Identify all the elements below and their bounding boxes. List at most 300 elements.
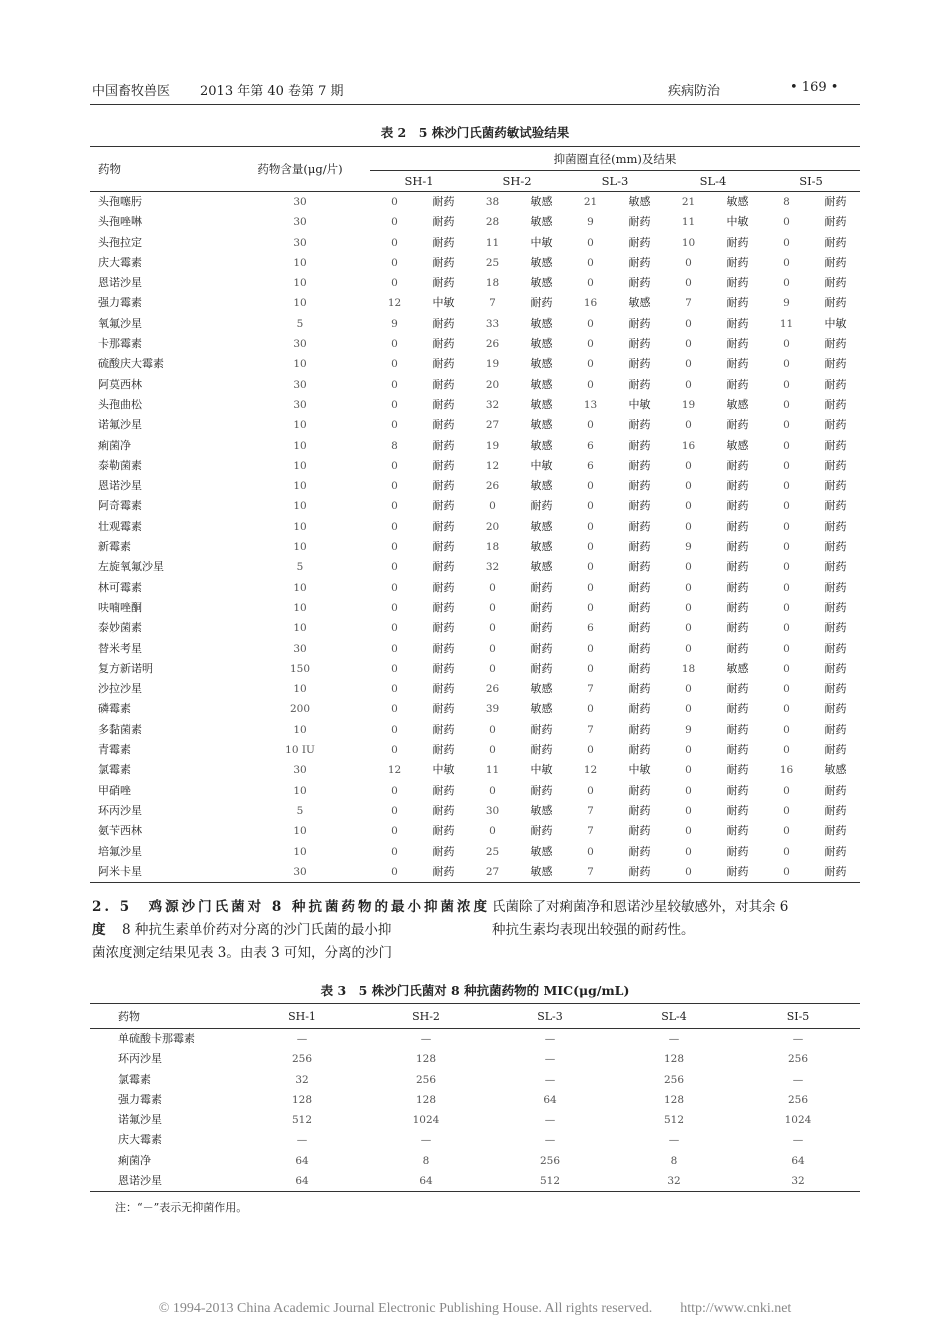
zone-diameter-cell: 25 bbox=[485, 845, 500, 858]
mic-value-cell: 256 bbox=[415, 1073, 437, 1086]
zone-diameter-cell: 7 bbox=[587, 825, 594, 838]
zone-diameter-cell: 0 bbox=[587, 520, 594, 533]
zone-diameter-cell: 10 bbox=[681, 236, 696, 249]
zone-diameter-cell: 0 bbox=[783, 256, 790, 269]
zone-diameter-cell: 0 bbox=[783, 601, 790, 614]
result-cell: 耐药 bbox=[824, 235, 847, 249]
result-cell: 耐药 bbox=[432, 600, 455, 614]
result-cell: 中敏 bbox=[530, 235, 553, 249]
zone-diameter-cell: 0 bbox=[685, 845, 692, 858]
table2-col-drug: 药物 bbox=[90, 147, 230, 192]
zone-diameter-cell: 0 bbox=[391, 378, 398, 391]
table-row bbox=[90, 740, 860, 760]
zone-diameter-cell: 38 bbox=[485, 196, 500, 208]
result-cell: 耐药 bbox=[824, 560, 847, 574]
drug-name-cell: 单硫酸卡那霉素 bbox=[118, 1032, 195, 1045]
zone-diameter-cell: 7 bbox=[587, 865, 594, 878]
result-cell: 耐药 bbox=[432, 337, 455, 351]
result-cell: 耐药 bbox=[824, 641, 847, 655]
zone-diameter-cell: 0 bbox=[783, 338, 790, 351]
zone-diameter-cell: 0 bbox=[783, 845, 790, 858]
zone-diameter-cell: 19 bbox=[485, 358, 500, 371]
result-cell: 耐药 bbox=[726, 255, 749, 269]
result-cell: 耐药 bbox=[432, 702, 455, 716]
zone-diameter-cell: 0 bbox=[587, 480, 594, 493]
section-name: 疾病防治 bbox=[668, 84, 721, 99]
result-cell: 敏感 bbox=[530, 702, 553, 716]
table2-strain-header: SI-5 bbox=[799, 174, 823, 188]
zone-diameter-cell: 0 bbox=[685, 622, 692, 635]
result-cell: 耐药 bbox=[432, 844, 455, 858]
zone-diameter-cell: 0 bbox=[587, 662, 594, 675]
drug-name-cell: 磷霉素 bbox=[98, 702, 131, 716]
result-cell: 耐药 bbox=[726, 418, 749, 432]
table2-col-content: 药物含量(μg/片) bbox=[230, 147, 370, 192]
zone-diameter-cell: 0 bbox=[489, 642, 496, 655]
issue-info: 2013 年第 40 卷第 7 期 bbox=[200, 84, 344, 99]
zone-diameter-cell: 11 bbox=[779, 317, 794, 330]
zone-diameter-cell: 0 bbox=[685, 338, 692, 351]
mic-value-cell: — bbox=[544, 1114, 556, 1127]
table-row bbox=[90, 679, 860, 699]
table-row bbox=[90, 1070, 860, 1090]
result-cell: 耐药 bbox=[432, 235, 455, 249]
result-cell: 敏感 bbox=[530, 316, 553, 330]
drug-name-cell: 头孢拉定 bbox=[98, 235, 142, 249]
zone-diameter-cell: 7 bbox=[587, 683, 594, 696]
drug-name-cell: 环丙沙星 bbox=[118, 1052, 162, 1066]
drug-name-cell: 诺氟沙星 bbox=[98, 418, 142, 432]
result-cell: 耐药 bbox=[530, 621, 553, 635]
zone-diameter-cell: 0 bbox=[685, 764, 692, 777]
drug-content-cell: 30 bbox=[293, 642, 307, 655]
result-cell: 敏感 bbox=[628, 296, 651, 310]
zone-diameter-cell: 0 bbox=[685, 683, 692, 696]
zone-diameter-cell: 8 bbox=[783, 196, 790, 208]
zone-diameter-cell: 8 bbox=[391, 439, 398, 452]
table3 bbox=[90, 1003, 860, 1192]
result-cell: 耐药 bbox=[824, 296, 847, 310]
result-cell: 耐药 bbox=[628, 357, 651, 371]
section-heading: 2. 5 鸡源沙门氏菌对 8 种抗菌药物的最小抑菌浓度 bbox=[92, 899, 490, 915]
result-cell: 耐药 bbox=[628, 215, 651, 229]
drug-name-cell: 沙拉沙星 bbox=[98, 682, 142, 696]
result-cell: 敏感 bbox=[530, 276, 553, 290]
zone-diameter-cell: 0 bbox=[783, 419, 790, 432]
zone-diameter-cell: 0 bbox=[587, 541, 594, 554]
table2-col-group: 抑菌圈直径(mm)及结果 bbox=[370, 147, 860, 171]
mic-value-cell: 64 bbox=[791, 1154, 805, 1167]
result-cell: 耐药 bbox=[824, 458, 847, 472]
result-cell: 耐药 bbox=[726, 540, 749, 554]
table3-strain-header: SH-2 bbox=[412, 1009, 440, 1023]
result-cell: 耐药 bbox=[726, 458, 749, 472]
zone-diameter-cell: 0 bbox=[489, 784, 496, 797]
result-cell: 耐药 bbox=[628, 458, 651, 472]
table-row bbox=[90, 517, 860, 537]
mic-value-cell: 256 bbox=[787, 1053, 809, 1066]
result-cell: 耐药 bbox=[726, 621, 749, 635]
result-cell: 耐药 bbox=[726, 519, 749, 533]
drug-content-cell: 10 bbox=[293, 601, 307, 614]
result-cell: 耐药 bbox=[432, 864, 455, 878]
drug-content-cell: 10 bbox=[293, 784, 307, 797]
drug-content-cell: 10 bbox=[293, 358, 307, 371]
table-row bbox=[90, 1130, 860, 1150]
zone-diameter-cell: 0 bbox=[391, 196, 398, 208]
result-cell: 耐药 bbox=[628, 783, 651, 797]
mic-value-cell: 64 bbox=[419, 1175, 433, 1188]
table3-caption: 表 3 5 株沙门氏菌对 8 种抗菌药物的 MIC(μg/mL) bbox=[320, 983, 630, 998]
zone-diameter-cell: 0 bbox=[391, 459, 398, 472]
result-cell: 耐药 bbox=[726, 702, 749, 716]
table2-strain-header: SH-1 bbox=[404, 174, 434, 188]
result-cell: 中敏 bbox=[432, 296, 455, 310]
zone-diameter-cell: 0 bbox=[783, 500, 790, 513]
table-row bbox=[90, 801, 860, 821]
zone-diameter-cell: 0 bbox=[783, 642, 790, 655]
result-cell: 耐药 bbox=[726, 580, 749, 594]
table-row bbox=[90, 598, 860, 618]
zone-diameter-cell: 0 bbox=[587, 256, 594, 269]
result-cell: 耐药 bbox=[824, 540, 847, 554]
zone-diameter-cell: 6 bbox=[587, 622, 594, 635]
zone-diameter-cell: 0 bbox=[783, 784, 790, 797]
zone-diameter-cell: 0 bbox=[391, 642, 398, 655]
result-cell: 敏感 bbox=[530, 519, 553, 533]
result-cell: 耐药 bbox=[628, 722, 651, 736]
result-cell: 耐药 bbox=[432, 803, 455, 817]
drug-name-cell: 青霉素 bbox=[98, 743, 131, 757]
drug-name-cell: 阿米卡星 bbox=[98, 864, 142, 878]
zone-diameter-cell: 11 bbox=[485, 764, 500, 777]
result-cell: 耐药 bbox=[726, 276, 749, 290]
zone-diameter-cell: 0 bbox=[391, 500, 398, 513]
result-cell: 中敏 bbox=[628, 763, 651, 777]
result-cell: 耐药 bbox=[628, 824, 651, 838]
mic-value-cell: 128 bbox=[415, 1053, 437, 1066]
result-cell: 耐药 bbox=[824, 357, 847, 371]
result-cell: 敏感 bbox=[530, 682, 553, 696]
result-cell: 中敏 bbox=[530, 458, 553, 472]
result-cell: 耐药 bbox=[432, 479, 455, 493]
zone-diameter-cell: 0 bbox=[685, 601, 692, 614]
drug-name-cell: 恩诺沙星 bbox=[98, 479, 142, 493]
table2-strain-header: SH-2 bbox=[502, 174, 532, 188]
zone-diameter-cell: 0 bbox=[685, 256, 692, 269]
zone-diameter-cell: 0 bbox=[685, 277, 692, 290]
drug-name-cell: 庆大霉素 bbox=[118, 1133, 162, 1147]
result-cell: 耐药 bbox=[432, 661, 455, 675]
zone-diameter-cell: 0 bbox=[685, 825, 692, 838]
result-cell: 耐药 bbox=[824, 499, 847, 513]
zone-diameter-cell: 0 bbox=[783, 804, 790, 817]
result-cell: 敏感 bbox=[726, 438, 749, 452]
zone-diameter-cell: 0 bbox=[587, 601, 594, 614]
zone-diameter-cell: 0 bbox=[783, 622, 790, 635]
zone-diameter-cell: 26 bbox=[485, 338, 500, 351]
table-row bbox=[90, 1049, 860, 1069]
result-cell: 耐药 bbox=[726, 479, 749, 493]
result-cell: 耐药 bbox=[726, 337, 749, 351]
table3-col-drug: 药物 bbox=[118, 1010, 140, 1023]
mic-value-cell: 8 bbox=[670, 1154, 678, 1167]
result-cell: 耐药 bbox=[824, 195, 847, 208]
drug-name-cell: 泰勒菌素 bbox=[98, 458, 142, 472]
mic-value-cell: 256 bbox=[291, 1053, 313, 1066]
result-cell: 耐药 bbox=[726, 641, 749, 655]
result-cell: 敏感 bbox=[530, 418, 553, 432]
drug-content-cell: 10 bbox=[293, 622, 307, 635]
result-cell: 耐药 bbox=[824, 661, 847, 675]
journal-name: 中国畜牧兽医 bbox=[92, 84, 171, 99]
table2-strain-header: SL-4 bbox=[699, 174, 727, 188]
result-cell: 耐药 bbox=[530, 783, 553, 797]
header-rule bbox=[90, 104, 860, 105]
zone-diameter-cell: 0 bbox=[391, 358, 398, 371]
zone-diameter-cell: 0 bbox=[391, 520, 398, 533]
result-cell: 敏感 bbox=[530, 215, 553, 229]
zone-diameter-cell: 0 bbox=[783, 216, 790, 229]
zone-diameter-cell: 0 bbox=[489, 622, 496, 635]
drug-content-cell: 30 bbox=[293, 865, 307, 878]
table-row bbox=[90, 1029, 860, 1050]
drug-content-cell: 200 bbox=[289, 703, 311, 716]
result-cell: 耐药 bbox=[432, 255, 455, 269]
result-cell: 敏感 bbox=[824, 763, 847, 777]
result-cell: 耐药 bbox=[628, 235, 651, 249]
mic-value-cell: — bbox=[544, 1053, 556, 1066]
drug-content-cell: 10 IU bbox=[285, 744, 315, 757]
zone-diameter-cell: 0 bbox=[783, 277, 790, 290]
zone-diameter-cell: 0 bbox=[391, 561, 398, 574]
drug-content-cell: 10 bbox=[293, 541, 307, 554]
table-row bbox=[90, 760, 860, 780]
zone-diameter-cell: 0 bbox=[783, 683, 790, 696]
zone-diameter-cell: 0 bbox=[783, 723, 790, 736]
drug-name-cell: 呋喃唑酮 bbox=[98, 600, 142, 614]
table-row bbox=[90, 842, 860, 862]
result-cell: 耐药 bbox=[530, 600, 553, 614]
result-cell: 耐药 bbox=[432, 580, 455, 594]
mic-value-cell: — bbox=[792, 1073, 804, 1086]
zone-diameter-cell: 0 bbox=[685, 581, 692, 594]
zone-diameter-cell: 0 bbox=[391, 419, 398, 432]
drug-name-cell: 强力霉素 bbox=[118, 1092, 162, 1106]
mic-value-cell: — bbox=[420, 1134, 432, 1147]
result-cell: 敏感 bbox=[530, 357, 553, 371]
result-cell: 耐药 bbox=[628, 580, 651, 594]
zone-diameter-cell: 0 bbox=[685, 784, 692, 797]
result-cell: 敏感 bbox=[530, 479, 553, 493]
drug-name-cell: 泰妙菌素 bbox=[98, 621, 142, 635]
drug-name-cell: 恩诺沙星 bbox=[118, 1174, 162, 1188]
result-cell: 耐药 bbox=[824, 824, 847, 838]
result-cell: 敏感 bbox=[530, 255, 553, 269]
drug-content-cell: 10 bbox=[293, 723, 307, 736]
table-row bbox=[90, 578, 860, 598]
zone-diameter-cell: 6 bbox=[587, 439, 594, 452]
table-row bbox=[90, 639, 860, 659]
result-cell: 耐药 bbox=[530, 722, 553, 736]
zone-diameter-cell: 7 bbox=[587, 804, 594, 817]
result-cell: 敏感 bbox=[530, 864, 553, 878]
result-cell: 耐药 bbox=[628, 682, 651, 696]
drug-content-cell: 10 bbox=[293, 845, 307, 858]
result-cell: 耐药 bbox=[824, 255, 847, 269]
result-cell: 耐药 bbox=[432, 743, 455, 757]
mic-value-cell: — bbox=[296, 1033, 308, 1045]
zone-diameter-cell: 0 bbox=[587, 744, 594, 757]
result-cell: 耐药 bbox=[432, 540, 455, 554]
mic-value-cell: — bbox=[544, 1033, 556, 1045]
result-cell: 敏感 bbox=[530, 337, 553, 351]
result-cell: 耐药 bbox=[726, 803, 749, 817]
result-cell: 耐药 bbox=[726, 783, 749, 797]
zone-diameter-cell: 39 bbox=[485, 703, 500, 716]
result-cell: 耐药 bbox=[628, 600, 651, 614]
zone-diameter-cell: 18 bbox=[485, 541, 500, 554]
zone-diameter-cell: 0 bbox=[391, 845, 398, 858]
drug-name-cell: 阿莫西林 bbox=[98, 377, 142, 391]
zone-diameter-cell: 0 bbox=[587, 317, 594, 330]
table-row bbox=[90, 415, 860, 435]
drug-content-cell: 10 bbox=[293, 520, 307, 533]
drug-content-cell: 5 bbox=[296, 804, 304, 817]
table-row bbox=[90, 233, 860, 253]
mic-value-cell: — bbox=[544, 1073, 556, 1086]
result-cell: 耐药 bbox=[432, 499, 455, 513]
mic-value-cell: 512 bbox=[291, 1114, 313, 1127]
result-cell: 敏感 bbox=[530, 438, 553, 452]
paragraph-line: 度 8 种抗生素单价药对分离的沙门氏菌的最小抑 bbox=[92, 922, 392, 938]
zone-diameter-cell: 21 bbox=[681, 196, 696, 208]
drug-content-cell: 150 bbox=[289, 662, 311, 675]
drug-name-cell: 氯霉素 bbox=[98, 763, 131, 777]
zone-diameter-cell: 0 bbox=[391, 216, 398, 229]
zone-diameter-cell: 0 bbox=[685, 358, 692, 371]
zone-diameter-cell: 0 bbox=[391, 622, 398, 635]
result-cell: 耐药 bbox=[824, 682, 847, 696]
zone-diameter-cell: 0 bbox=[391, 236, 398, 249]
zone-diameter-cell: 0 bbox=[685, 561, 692, 574]
mic-value-cell: — bbox=[668, 1134, 680, 1147]
result-cell: 耐药 bbox=[530, 296, 553, 310]
zone-diameter-cell: 0 bbox=[587, 642, 594, 655]
result-cell: 耐药 bbox=[530, 580, 553, 594]
zone-diameter-cell: 0 bbox=[587, 378, 594, 391]
zone-diameter-cell: 0 bbox=[685, 804, 692, 817]
result-cell: 耐药 bbox=[432, 722, 455, 736]
drug-name-cell: 庆大霉素 bbox=[98, 255, 142, 269]
table-row bbox=[90, 720, 860, 740]
result-cell: 耐药 bbox=[628, 844, 651, 858]
mic-value-cell: 64 bbox=[295, 1175, 309, 1188]
result-cell: 耐药 bbox=[824, 864, 847, 878]
result-cell: 耐药 bbox=[824, 438, 847, 452]
drug-content-cell: 10 bbox=[293, 459, 307, 472]
zone-diameter-cell: 0 bbox=[391, 784, 398, 797]
result-cell: 耐药 bbox=[628, 743, 651, 757]
zone-diameter-cell: 0 bbox=[587, 845, 594, 858]
zone-diameter-cell: 27 bbox=[485, 865, 500, 878]
zone-diameter-cell: 0 bbox=[783, 662, 790, 675]
zone-diameter-cell: 0 bbox=[685, 419, 692, 432]
table-row bbox=[90, 314, 860, 334]
zone-diameter-cell: 0 bbox=[587, 236, 594, 249]
table2-strain-header: SL-3 bbox=[601, 174, 629, 188]
zone-diameter-cell: 0 bbox=[783, 825, 790, 838]
zone-diameter-cell: 7 bbox=[489, 297, 496, 310]
table-row bbox=[90, 618, 860, 638]
mic-value-cell: 128 bbox=[291, 1093, 313, 1106]
drug-name-cell: 恩诺沙星 bbox=[98, 276, 142, 290]
drug-name-cell: 痢菌净 bbox=[118, 1153, 151, 1167]
zone-diameter-cell: 0 bbox=[685, 378, 692, 391]
zone-diameter-cell: 19 bbox=[681, 398, 696, 411]
result-cell: 敏感 bbox=[530, 195, 553, 208]
drug-name-cell: 氧氟沙星 bbox=[98, 316, 142, 330]
result-cell: 耐药 bbox=[432, 215, 455, 229]
result-cell: 耐药 bbox=[432, 560, 455, 574]
result-cell: 耐药 bbox=[824, 276, 847, 290]
result-cell: 耐药 bbox=[824, 337, 847, 351]
zone-diameter-cell: 0 bbox=[783, 398, 790, 411]
drug-name-cell: 头孢唑啉 bbox=[98, 215, 142, 229]
result-cell: 耐药 bbox=[432, 397, 455, 411]
zone-diameter-cell: 0 bbox=[783, 378, 790, 391]
zone-diameter-cell: 0 bbox=[587, 703, 594, 716]
result-cell: 耐药 bbox=[628, 560, 651, 574]
zone-diameter-cell: 0 bbox=[783, 703, 790, 716]
table-row bbox=[90, 456, 860, 476]
drug-content-cell: 10 bbox=[293, 419, 307, 432]
zone-diameter-cell: 20 bbox=[485, 378, 500, 391]
drug-name-cell: 强力霉素 bbox=[98, 296, 142, 310]
table-row bbox=[90, 1171, 860, 1192]
paragraph-line: 菌浓度测定结果见表 3。由表 3 可知，分离的沙门 bbox=[92, 945, 393, 961]
mic-value-cell: 512 bbox=[663, 1114, 685, 1127]
zone-diameter-cell: 0 bbox=[391, 825, 398, 838]
drug-name-cell: 多黏菌素 bbox=[98, 722, 142, 736]
zone-diameter-cell: 0 bbox=[587, 581, 594, 594]
drug-name-cell: 硫酸庆大霉素 bbox=[98, 357, 164, 371]
result-cell: 耐药 bbox=[628, 519, 651, 533]
table-row bbox=[90, 699, 860, 719]
zone-diameter-cell: 0 bbox=[587, 277, 594, 290]
zone-diameter-cell: 9 bbox=[783, 297, 790, 310]
zone-diameter-cell: 0 bbox=[685, 480, 692, 493]
drug-name-cell: 替米考星 bbox=[98, 641, 142, 655]
zone-diameter-cell: 26 bbox=[485, 683, 500, 696]
result-cell: 耐药 bbox=[530, 641, 553, 655]
mic-value-cell: 32 bbox=[791, 1175, 805, 1188]
mic-value-cell: — bbox=[420, 1033, 432, 1045]
drug-content-cell: 30 bbox=[293, 764, 307, 777]
result-cell: 耐药 bbox=[824, 844, 847, 858]
zone-diameter-cell: 28 bbox=[485, 216, 500, 229]
zone-diameter-cell: 0 bbox=[783, 439, 790, 452]
result-cell: 耐药 bbox=[824, 600, 847, 614]
result-cell: 耐药 bbox=[432, 641, 455, 655]
zone-diameter-cell: 0 bbox=[783, 236, 790, 249]
zone-diameter-cell: 20 bbox=[485, 520, 500, 533]
table3-strain-header: SI-5 bbox=[786, 1009, 810, 1023]
drug-name-cell: 痢菌净 bbox=[98, 438, 131, 452]
table-row bbox=[90, 334, 860, 354]
table-row bbox=[90, 537, 860, 557]
zone-diameter-cell: 0 bbox=[587, 338, 594, 351]
